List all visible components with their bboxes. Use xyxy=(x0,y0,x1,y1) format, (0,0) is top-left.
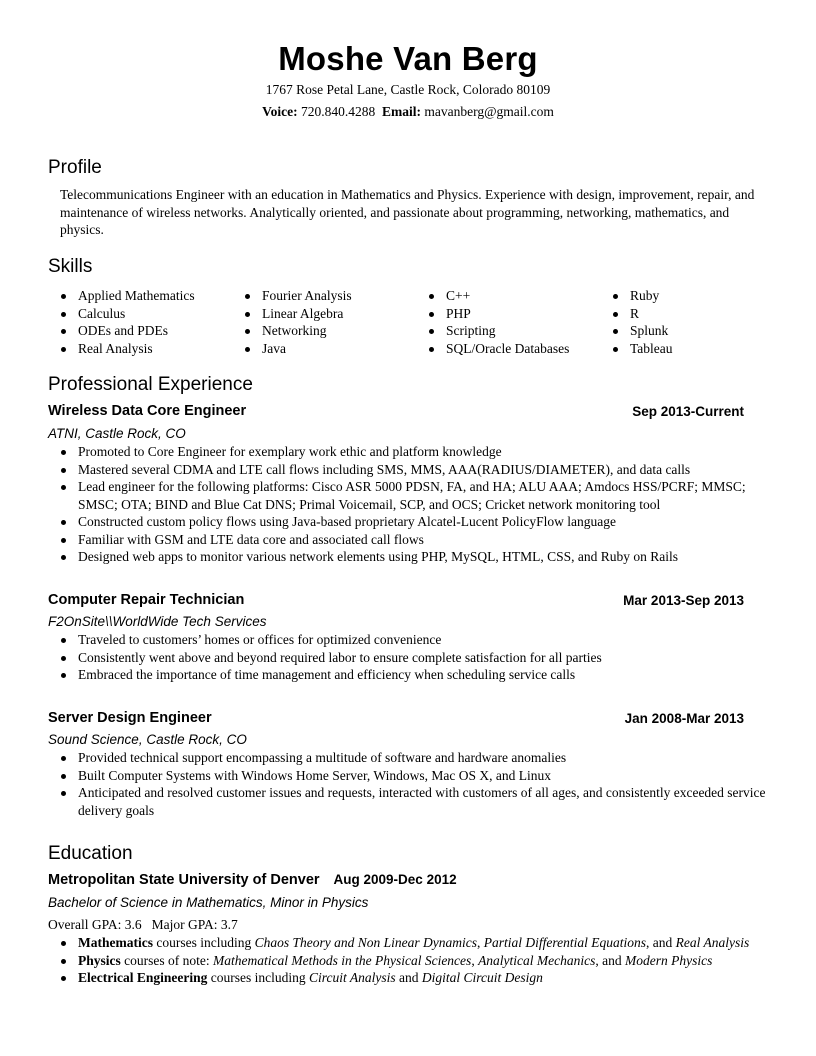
course-subject: Physics xyxy=(78,952,121,968)
skill-item: SQL/Oracle Databases xyxy=(428,340,569,358)
skill-item: Linear Algebra xyxy=(244,305,352,323)
candidate-name: Moshe Van Berg xyxy=(278,40,538,77)
overall-gpa: Overall GPA: 3.6 xyxy=(48,917,142,932)
email-address: mavanberg@gmail.com xyxy=(424,104,554,119)
list-item: Designed web apps to monitor various network elements using PHP, MySQL, HTML, CSS, and Ruby on Rails xyxy=(60,548,772,566)
profile-heading: Profile xyxy=(48,157,102,178)
school-name xyxy=(48,872,457,888)
contact-info xyxy=(0,104,816,120)
course-name: Digital Circuit Design xyxy=(421,970,543,985)
course-name: Partial Differential Equations xyxy=(483,935,646,950)
skill-item: Networking xyxy=(244,322,352,340)
list-item: Consistently went above and beyond required labor to ensure complete satisfaction for all parties xyxy=(60,649,772,667)
job-dates: Sep 2013-Current xyxy=(632,404,744,419)
course-name: Real Analysis xyxy=(675,935,750,950)
course-list xyxy=(60,934,772,987)
skill-item: R xyxy=(612,305,673,323)
list-item: Familiar with GSM and LTE data core and associated call flows xyxy=(60,531,772,549)
skill-item: Applied Mathematics xyxy=(60,287,195,305)
course-name: Chaos Theory and Non Linear Dynamics xyxy=(254,935,477,950)
list-item: Constructed custom policy flows using Java-based proprietary Alcatel-Lucent PolicyFlow language xyxy=(60,513,772,531)
degree: Bachelor of Science in Mathematics, Minor in Physics xyxy=(48,895,369,910)
job-bullets xyxy=(60,631,772,684)
address: 1767 Rose Petal Lane, Castle Rock, Colorado 80109 xyxy=(265,82,551,97)
list-item: Provided technical support encompassing a multitude of software and hardware anomalies xyxy=(60,749,772,767)
major-gpa: Major GPA: 3.7 xyxy=(151,917,238,932)
school-title: Metropolitan State University of Denver xyxy=(48,872,320,888)
job-organization: Sound Science, Castle Rock, CO xyxy=(48,732,247,747)
job-bullets xyxy=(60,443,772,566)
course-sep: , xyxy=(476,935,484,950)
job-dates: Mar 2013-Sep 2013 xyxy=(623,593,744,608)
course-sep: , xyxy=(471,952,479,968)
list-item: Embraced the importance of time management and efficiency when scheduling service calls xyxy=(60,666,772,684)
voice-number: 720.840.4288 xyxy=(300,104,376,119)
job-organization: F2OnSite\\WorldWide Tech Services xyxy=(48,614,267,629)
skill-item: C++ xyxy=(428,287,569,305)
course-sep: and xyxy=(395,970,422,985)
course-name: Mathematical Methods in the Physical Sciences xyxy=(213,952,472,968)
course-item xyxy=(60,969,772,987)
skill-item: Scripting xyxy=(428,322,569,340)
job-title: Server Design Engineer xyxy=(48,710,212,726)
skill-item: Tableau xyxy=(612,340,673,358)
list-item: Anticipated and resolved customer issues and requests, interacted with customers of all ages, and consistently exceeded service delivery goals xyxy=(60,784,772,819)
profile-text: Telecommunications Engineer with an education in Mathematics and Physics. Experience with design, improvement, repair, and maintenance of wireless networks. Analytically oriented, and passionate about programming, networking, mathematics, and physics. xyxy=(60,187,755,237)
job-title: Wireless Data Core Engineer xyxy=(48,403,247,419)
course-subject: Mathematics xyxy=(78,935,153,950)
skills-column-3 xyxy=(428,287,569,357)
course-name: Circuit Analysis xyxy=(308,970,396,985)
job-bullets xyxy=(60,749,772,819)
voice-label: Voice: xyxy=(262,104,298,119)
course-item xyxy=(60,952,772,970)
list-item: Built Computer Systems with Windows Home Server, Windows, Mac OS X, and Linux xyxy=(60,767,772,785)
skill-item: Java xyxy=(244,340,352,358)
experience-heading: Professional Experience xyxy=(48,374,253,395)
course-subject: Electrical Engineering xyxy=(78,970,208,985)
course-sep: , and xyxy=(595,952,626,968)
skill-item: Fourier Analysis xyxy=(244,287,352,305)
course-name: Modern Physics xyxy=(625,952,713,968)
course-intro: courses including xyxy=(152,935,255,950)
course-item xyxy=(60,934,772,952)
education-dates: Aug 2009-Dec 2012 xyxy=(333,872,457,887)
skill-item: ODEs and PDEs xyxy=(60,322,195,340)
email-label: Email: xyxy=(381,104,421,119)
job-title: Computer Repair Technician xyxy=(48,592,245,608)
gpa-line xyxy=(48,917,238,933)
list-item: Lead engineer for the following platforms: Cisco ASR 5000 PDSN, FA, and HA; ALU AAA; Amdocs HSS/PCRF; MMSC; SMSC; OTA; BIND and Blue Cat DNS; Primal Voicemail, SCP, and OCS; Cricket network monitoring tool xyxy=(60,478,772,513)
skills-column-1 xyxy=(60,287,195,357)
skill-item: Splunk xyxy=(612,322,673,340)
skill-item: Calculus xyxy=(60,305,195,323)
course-intro: courses of note: xyxy=(120,952,213,968)
list-item: Traveled to customers’ homes or offices for optimized convenience xyxy=(60,631,772,649)
skill-item: Ruby xyxy=(612,287,673,305)
skill-item: PHP xyxy=(428,305,569,323)
course-sep: , and xyxy=(645,935,676,950)
course-intro: courses including xyxy=(207,970,309,985)
job-dates: Jan 2008-Mar 2013 xyxy=(624,711,744,726)
job-organization: ATNI, Castle Rock, CO xyxy=(48,426,186,441)
course-name: Analytical Mechanics xyxy=(478,952,596,968)
skill-item: Real Analysis xyxy=(60,340,195,358)
list-item: Mastered several CDMA and LTE call flows including SMS, MMS, AAA(RADIUS/DIAMETER), and data calls xyxy=(60,461,772,479)
skills-heading: Skills xyxy=(48,256,93,277)
skills-column-2 xyxy=(244,287,352,357)
skills-column-4 xyxy=(612,287,673,357)
education-heading: Education xyxy=(48,843,133,864)
list-item: Promoted to Core Engineer for exemplary work ethic and platform knowledge xyxy=(60,443,772,461)
